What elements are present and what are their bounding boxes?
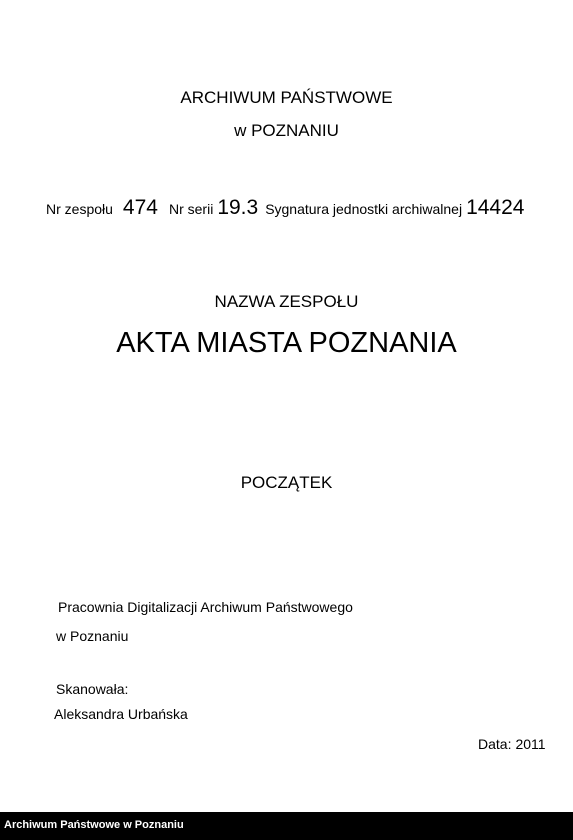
archive-name: ARCHIWUM PAŃSTWOWE: [180, 88, 393, 107]
footer-bar: [0, 812, 573, 840]
series-number-value: 19.3: [217, 196, 259, 219]
date-label: Data:: [478, 736, 512, 752]
fonds-title: AKTA MIASTA POZNANIA: [116, 327, 457, 359]
fonds-number-label: Nr zespołu: [46, 201, 113, 217]
fonds-number-value: 474: [122, 196, 158, 219]
signature-row: [46, 196, 524, 220]
series-number-label: Nr serii: [168, 201, 214, 217]
date-row: [478, 736, 546, 752]
footer-text: Archiwum Państwowe w Poznaniu: [4, 819, 184, 831]
scanned-by-name: Aleksandra Urbańska: [54, 706, 188, 722]
date-value: 2011: [515, 736, 546, 752]
unit-signature-label: Sygnatura jednostki archiwalnej: [265, 201, 463, 217]
fonds-name-label: NAZWA ZESPOŁU: [214, 292, 359, 311]
scanned-by-label: Skanowała:: [56, 681, 129, 697]
unit-signature-value: 14424: [466, 196, 525, 219]
digitization-lab-line2: w Poznaniu: [56, 628, 129, 644]
archive-city: w POZNANIU: [234, 121, 339, 140]
digitization-lab-line1: Pracownia Digitalizacji Archiwum Państwowego: [58, 599, 353, 615]
section-label: POCZĄTEK: [240, 473, 333, 492]
